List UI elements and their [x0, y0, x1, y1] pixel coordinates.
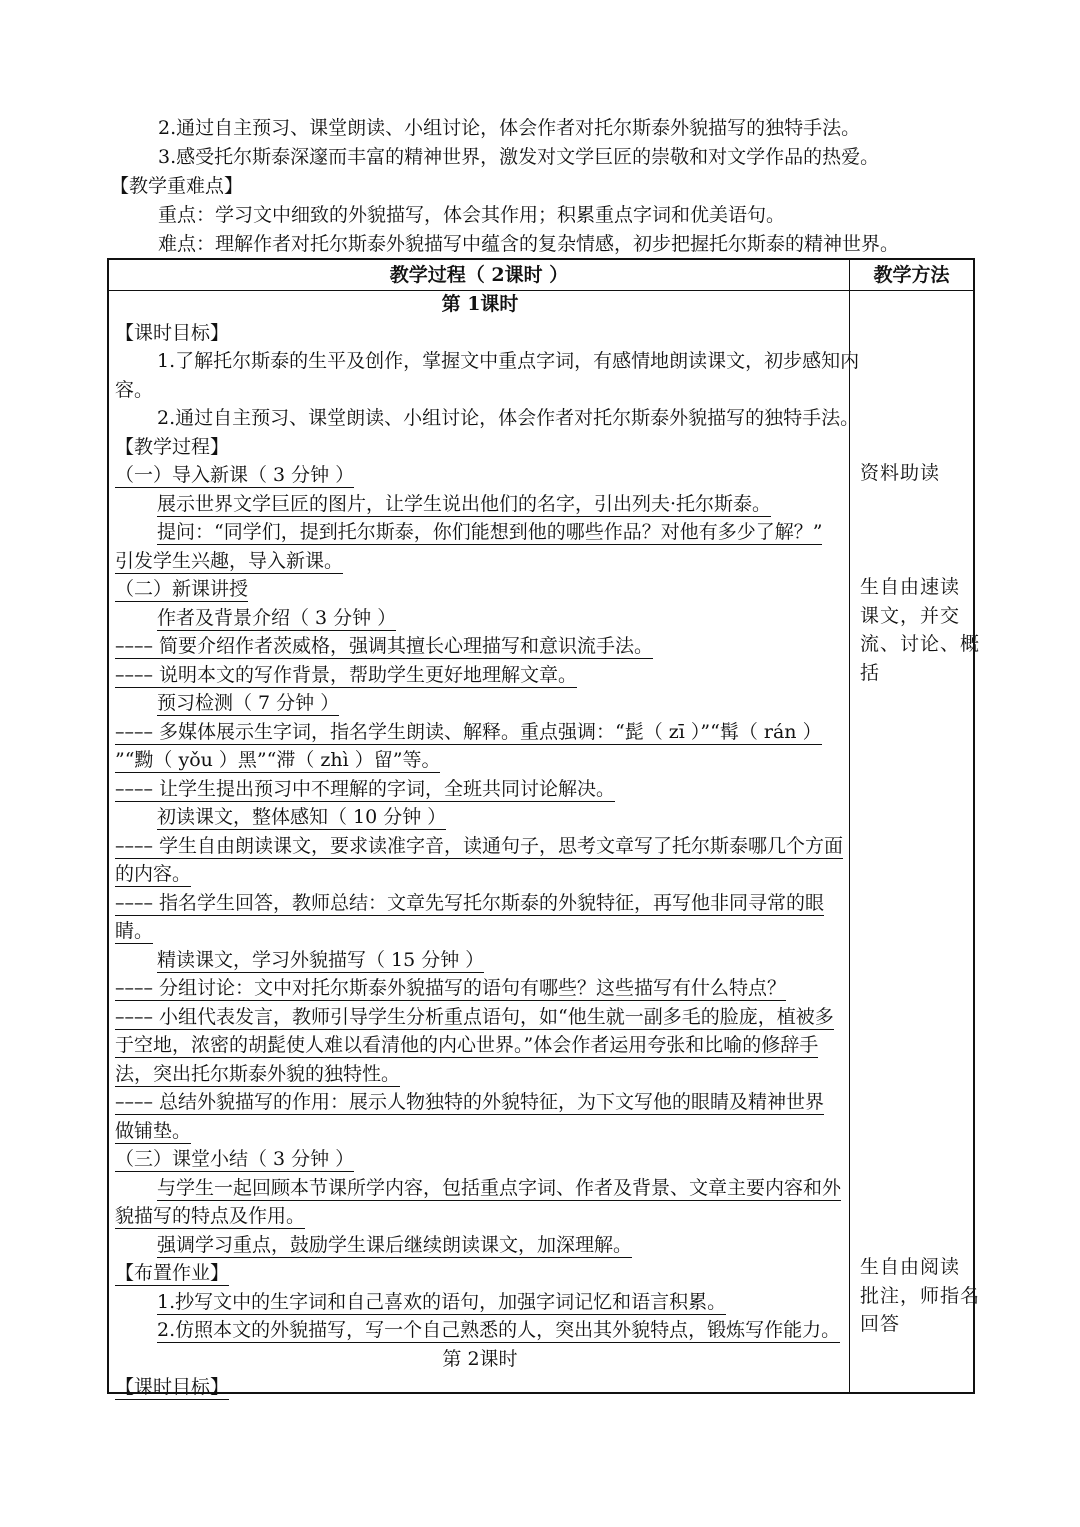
header-process: 教学过程（ 2课时 ）: [389, 264, 569, 286]
step-1-b-line-2: 引发学生兴趣，导入新课。: [115, 549, 344, 572]
teaching-table: [107, 258, 981, 1398]
step-1-b-line-1: 提问：“同学们，提到托尔斯泰，你们能想到他的哪些作品？对他有多少了解？”: [157, 521, 823, 543]
close-c-line-2: 做铺垫。: [115, 1119, 192, 1142]
method-3: [860, 1253, 981, 1339]
step-1-heading: （一）导入新课（ 3 分钟 ）: [115, 464, 355, 486]
goals-heading: 【课时目标】: [115, 321, 230, 344]
method-1-text: 资料助读: [860, 462, 941, 484]
read-heading: 初读课文，整体感知（ 10 分钟 ）: [157, 806, 447, 828]
preview-a-line-2: ”“黝（ yǒu ）黑”“滞（ zhì ）留”等。: [115, 749, 441, 771]
header-method: 教学方法: [873, 264, 950, 286]
read-a-line-1: –––– 学生自由朗读课文，要求读准字音，读通句子，思考文章写了托尔斯泰哪几个方面: [115, 834, 844, 857]
author-b: –––– 说明本文的写作背景，帮助学生更好地理解文章。: [115, 663, 578, 686]
preview-heading: 预习检测（ 7 分钟 ）: [157, 692, 340, 714]
step-2-heading: （二）新课讲授: [115, 578, 249, 600]
method-2-line-2: 课文，并交: [860, 604, 961, 627]
author-heading: 作者及背景介绍（ 3 分钟 ）: [157, 606, 397, 629]
process-column: [115, 290, 860, 1402]
homework-heading: 【布置作业】: [115, 1262, 230, 1284]
close-heading: 精读课文，学习外貌描写（ 15 分钟 ）: [157, 948, 485, 971]
key-difficulty-heading: 【教学重难点】: [110, 175, 244, 197]
method-3-line-1: 生自由阅读: [860, 1256, 961, 1278]
close-c-line-1: –––– 总结外貌描写的作用：展示人物独特的外貌特征，为下文写他的眼睛及精神世界: [115, 1091, 825, 1113]
read-b-line-1: –––– 指名学生回答，教师总结：文章先写托尔斯泰的外貌特征，再写他非同寻常的眼: [115, 891, 825, 914]
preview-a-line-1: –––– 多媒体展示生字词，指名学生朗读、解释。重点强调：“髭（ zī ）”“髯（ rán ）: [115, 720, 822, 743]
step-3-heading: （三）课堂小结（ 3 分钟 ）: [115, 1148, 355, 1170]
intro-goal-2: 2.通过自主预习、课堂朗读、小组讨论，体会作者对托尔斯泰外貌描写的独特手法。: [158, 117, 861, 139]
step-1-a: 展示世界文学巨匠的图片，让学生说出他们的名字，引出列夫·托尔斯泰。: [157, 492, 772, 515]
method-2-line-3: 流、讨论、概: [860, 633, 981, 655]
difficulty: 难点：理解作者对托尔斯泰外貌描写中蕴含的复杂情感，初步把握托尔斯泰的精神世界。: [158, 233, 900, 255]
step-3-b: 强调学习重点，鼓励学生课后继续朗读课文，加深理解。: [157, 1233, 633, 1256]
close-b-line-2: 于空地，浓密的胡髭使人难以看清他的内心世界。”体会作者运用夸张和比喻的修辞手: [115, 1034, 819, 1056]
lesson-2-title: 第 2课时: [442, 1347, 518, 1370]
step-3-a-line-2: 貌描写的特点及作用。: [115, 1205, 306, 1227]
goal-2: 2.通过自主预习、课堂朗读、小组讨论，体会作者对托尔斯泰外貌描写的独特手法。: [157, 407, 860, 429]
close-b-line-3: 法，突出托尔斯泰外貌的独特性。: [115, 1062, 401, 1085]
method-2: [860, 573, 981, 687]
preview-b: –––– 让学生提出预习中不理解的字词，全班共同讨论解决。: [115, 777, 616, 800]
method-2-line-1: 生自由速读: [860, 576, 961, 598]
goal-1-line-2: 容。: [115, 378, 154, 401]
step-3-a-line-1: 与学生一起回顾本节课所学内容，包括重点字词、作者及背景、文章主要内容和外: [157, 1176, 842, 1199]
lesson-1-title: 第 1课时: [441, 293, 519, 315]
goal-1-line-1: 1.了解托尔斯泰的生平及创作，掌握文中重点字词，有感情地朗读课文，初步感知内: [157, 350, 860, 372]
method-3-line-3: 回答: [860, 1313, 901, 1335]
method-1: [860, 459, 968, 488]
close-b-line-1: –––– 小组代表发言，教师引导学生分析重点语句，如“他生就一副多毛的脸庞，植被多: [115, 1005, 834, 1028]
key-point: 重点：学习文中细致的外貌描写，体会其作用；积累重点字词和优美语句。: [158, 204, 786, 226]
homework-2: 2.仿照本文的外貌描写，写一个自己熟悉的人，突出其外貌特点，锻炼写作能力。: [157, 1319, 841, 1341]
read-b-line-2: 睛。: [115, 920, 154, 942]
close-a: –––– 分组讨论：文中对托尔斯泰外貌描写的语句有哪些？这些描写有什么特点？: [115, 977, 787, 999]
read-a-line-2: 的内容。: [115, 863, 192, 885]
method-3-line-2: 批注，师指名: [860, 1284, 981, 1307]
method-2-line-4: 括: [860, 661, 881, 684]
author-a: –––– 简要介绍作者茨威格，强调其擅长心理描写和意识流手法。: [115, 635, 654, 657]
intro-section: [110, 114, 980, 259]
intro-goal-3: 3.感受托尔斯泰深邃而丰富的精神世界，激发对文学巨匠的崇敬和对文学作品的热爱。: [158, 146, 880, 168]
homework-1: 1.抄写文中的生字词和自己喜欢的语句，加强字词记忆和语言积累。: [157, 1290, 727, 1313]
goals-heading-2: 【课时目标】: [115, 1376, 230, 1398]
process-heading: 【教学过程】: [115, 435, 230, 458]
